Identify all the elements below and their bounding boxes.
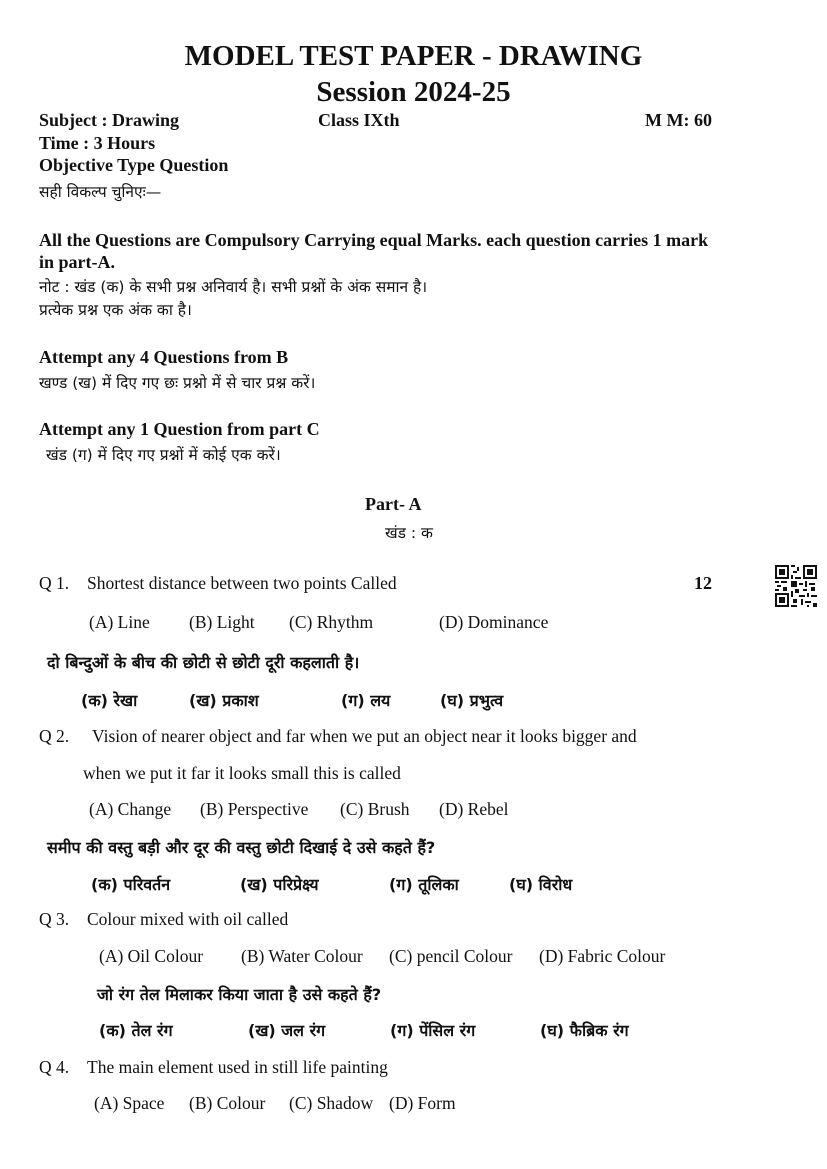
note-part-a-hi-1: नोट : खंड (क) के सभी प्रश्न अनिवार्य है। सभी प्रश्नों के अंक समान है।: [39, 278, 428, 296]
instruction-hindi: सही विकल्प चुनिएः—: [39, 183, 162, 201]
option-d: (D) Form: [389, 1093, 456, 1113]
objective-label: Objective Type Question: [39, 155, 229, 175]
option-d-hindi: (घ) प्रभुत्व: [440, 691, 504, 710]
option-c: (C) Brush: [340, 799, 410, 819]
question-text: Colour mixed with oil called: [87, 909, 289, 929]
option-d-hindi: (घ) विरोध: [509, 875, 573, 894]
option-b-hindi: (ख) जल रंग: [248, 1021, 326, 1040]
subject-label: Subject : Drawing: [39, 110, 179, 130]
option-d-hindi: (घ) फैब्रिक रंग: [540, 1021, 629, 1040]
note-part-b-en: Attempt any 4 Questions from B: [39, 347, 289, 367]
section-title-hindi: खंड : क: [385, 524, 433, 542]
question-number: Q 4.: [39, 1057, 70, 1077]
section-marks: 12: [694, 573, 712, 593]
option-b: (B) Colour: [189, 1093, 266, 1113]
option-a: (A) Line: [89, 612, 150, 632]
option-a: (A) Change: [89, 799, 172, 819]
option-d: (D) Rebel: [439, 799, 509, 819]
time-label: Time : 3 Hours: [39, 133, 156, 153]
question-text-continued: when we put it far it looks small this is called: [83, 763, 401, 783]
question-text-hindi: समीप की वस्तु बड़ी और दूर की वस्तु छोटी दिखाई दे उसे कहते हैं?: [47, 838, 436, 857]
option-a-hindi: (क) परिवर्तन: [91, 875, 171, 894]
question-text: The main element used in still life painting: [87, 1057, 388, 1077]
note-part-a-en-1: All the Questions are Compulsory Carrying equal Marks. each question carries 1 mark: [39, 230, 709, 250]
page-title: MODEL TEST PAPER - DRAWING: [184, 40, 643, 72]
option-b: (B) Light: [189, 612, 255, 632]
question-number: Q 1.: [39, 573, 70, 593]
option-b: (B) Perspective: [200, 799, 309, 819]
question-number: Q 2.: [39, 726, 70, 746]
note-part-b-hi: खण्ड (ख) में दिए गए छः प्रश्नो में से चार प्रश्न करें।: [39, 374, 316, 392]
section-title: Part- A: [365, 494, 422, 514]
question-text-hindi: जो रंग तेल मिलाकर किया जाता है उसे कहते हैं?: [97, 985, 382, 1004]
option-a-hindi: (क) तेल रंग: [99, 1021, 173, 1040]
max-marks-label: M M: 60: [645, 110, 712, 130]
note-part-a-en-2: in part-A.: [39, 252, 115, 272]
question-number: Q 3.: [39, 909, 70, 929]
option-c: (C) Shadow: [289, 1093, 374, 1113]
option-a: (A) Space: [94, 1093, 165, 1113]
question-text-hindi: दो बिन्दुओं के बीच की छोटी से छोटी दूरी कहलाती है।: [47, 653, 360, 672]
question-text: Shortest distance between two points Called: [87, 573, 397, 593]
option-c-hindi: (ग) लय: [341, 691, 391, 710]
option-b: (B) Water Colour: [241, 946, 363, 966]
option-d: (D) Dominance: [439, 612, 549, 632]
qr-code-icon: [775, 565, 817, 607]
class-label: Class IXth: [318, 110, 400, 130]
option-b-hindi: (ख) परिप्रेक्ष्य: [240, 875, 319, 894]
note-part-c-hi: खंड (ग) में दिए गए प्रश्नों में कोई एक करें।: [46, 446, 281, 464]
note-part-c-en: Attempt any 1 Question from part C: [39, 419, 320, 439]
option-b-hindi: (ख) प्रकाश: [189, 691, 259, 710]
question-text: Vision of nearer object and far when we put an object near it looks bigger and: [92, 726, 637, 746]
option-c: (C) Rhythm: [289, 612, 374, 632]
session-title: Session 2024-25: [316, 76, 511, 108]
option-a-hindi: (क) रेखा: [81, 691, 138, 710]
option-c: (C) pencil Colour: [389, 946, 513, 966]
note-part-a-hi-2: प्रत्येक प्रश्न एक अंक का है।: [39, 301, 192, 319]
option-a: (A) Oil Colour: [99, 946, 204, 966]
option-d: (D) Fabric Colour: [539, 946, 666, 966]
option-c-hindi: (ग) पेंसिल रंग: [390, 1021, 476, 1040]
option-c-hindi: (ग) तूलिका: [389, 875, 459, 894]
